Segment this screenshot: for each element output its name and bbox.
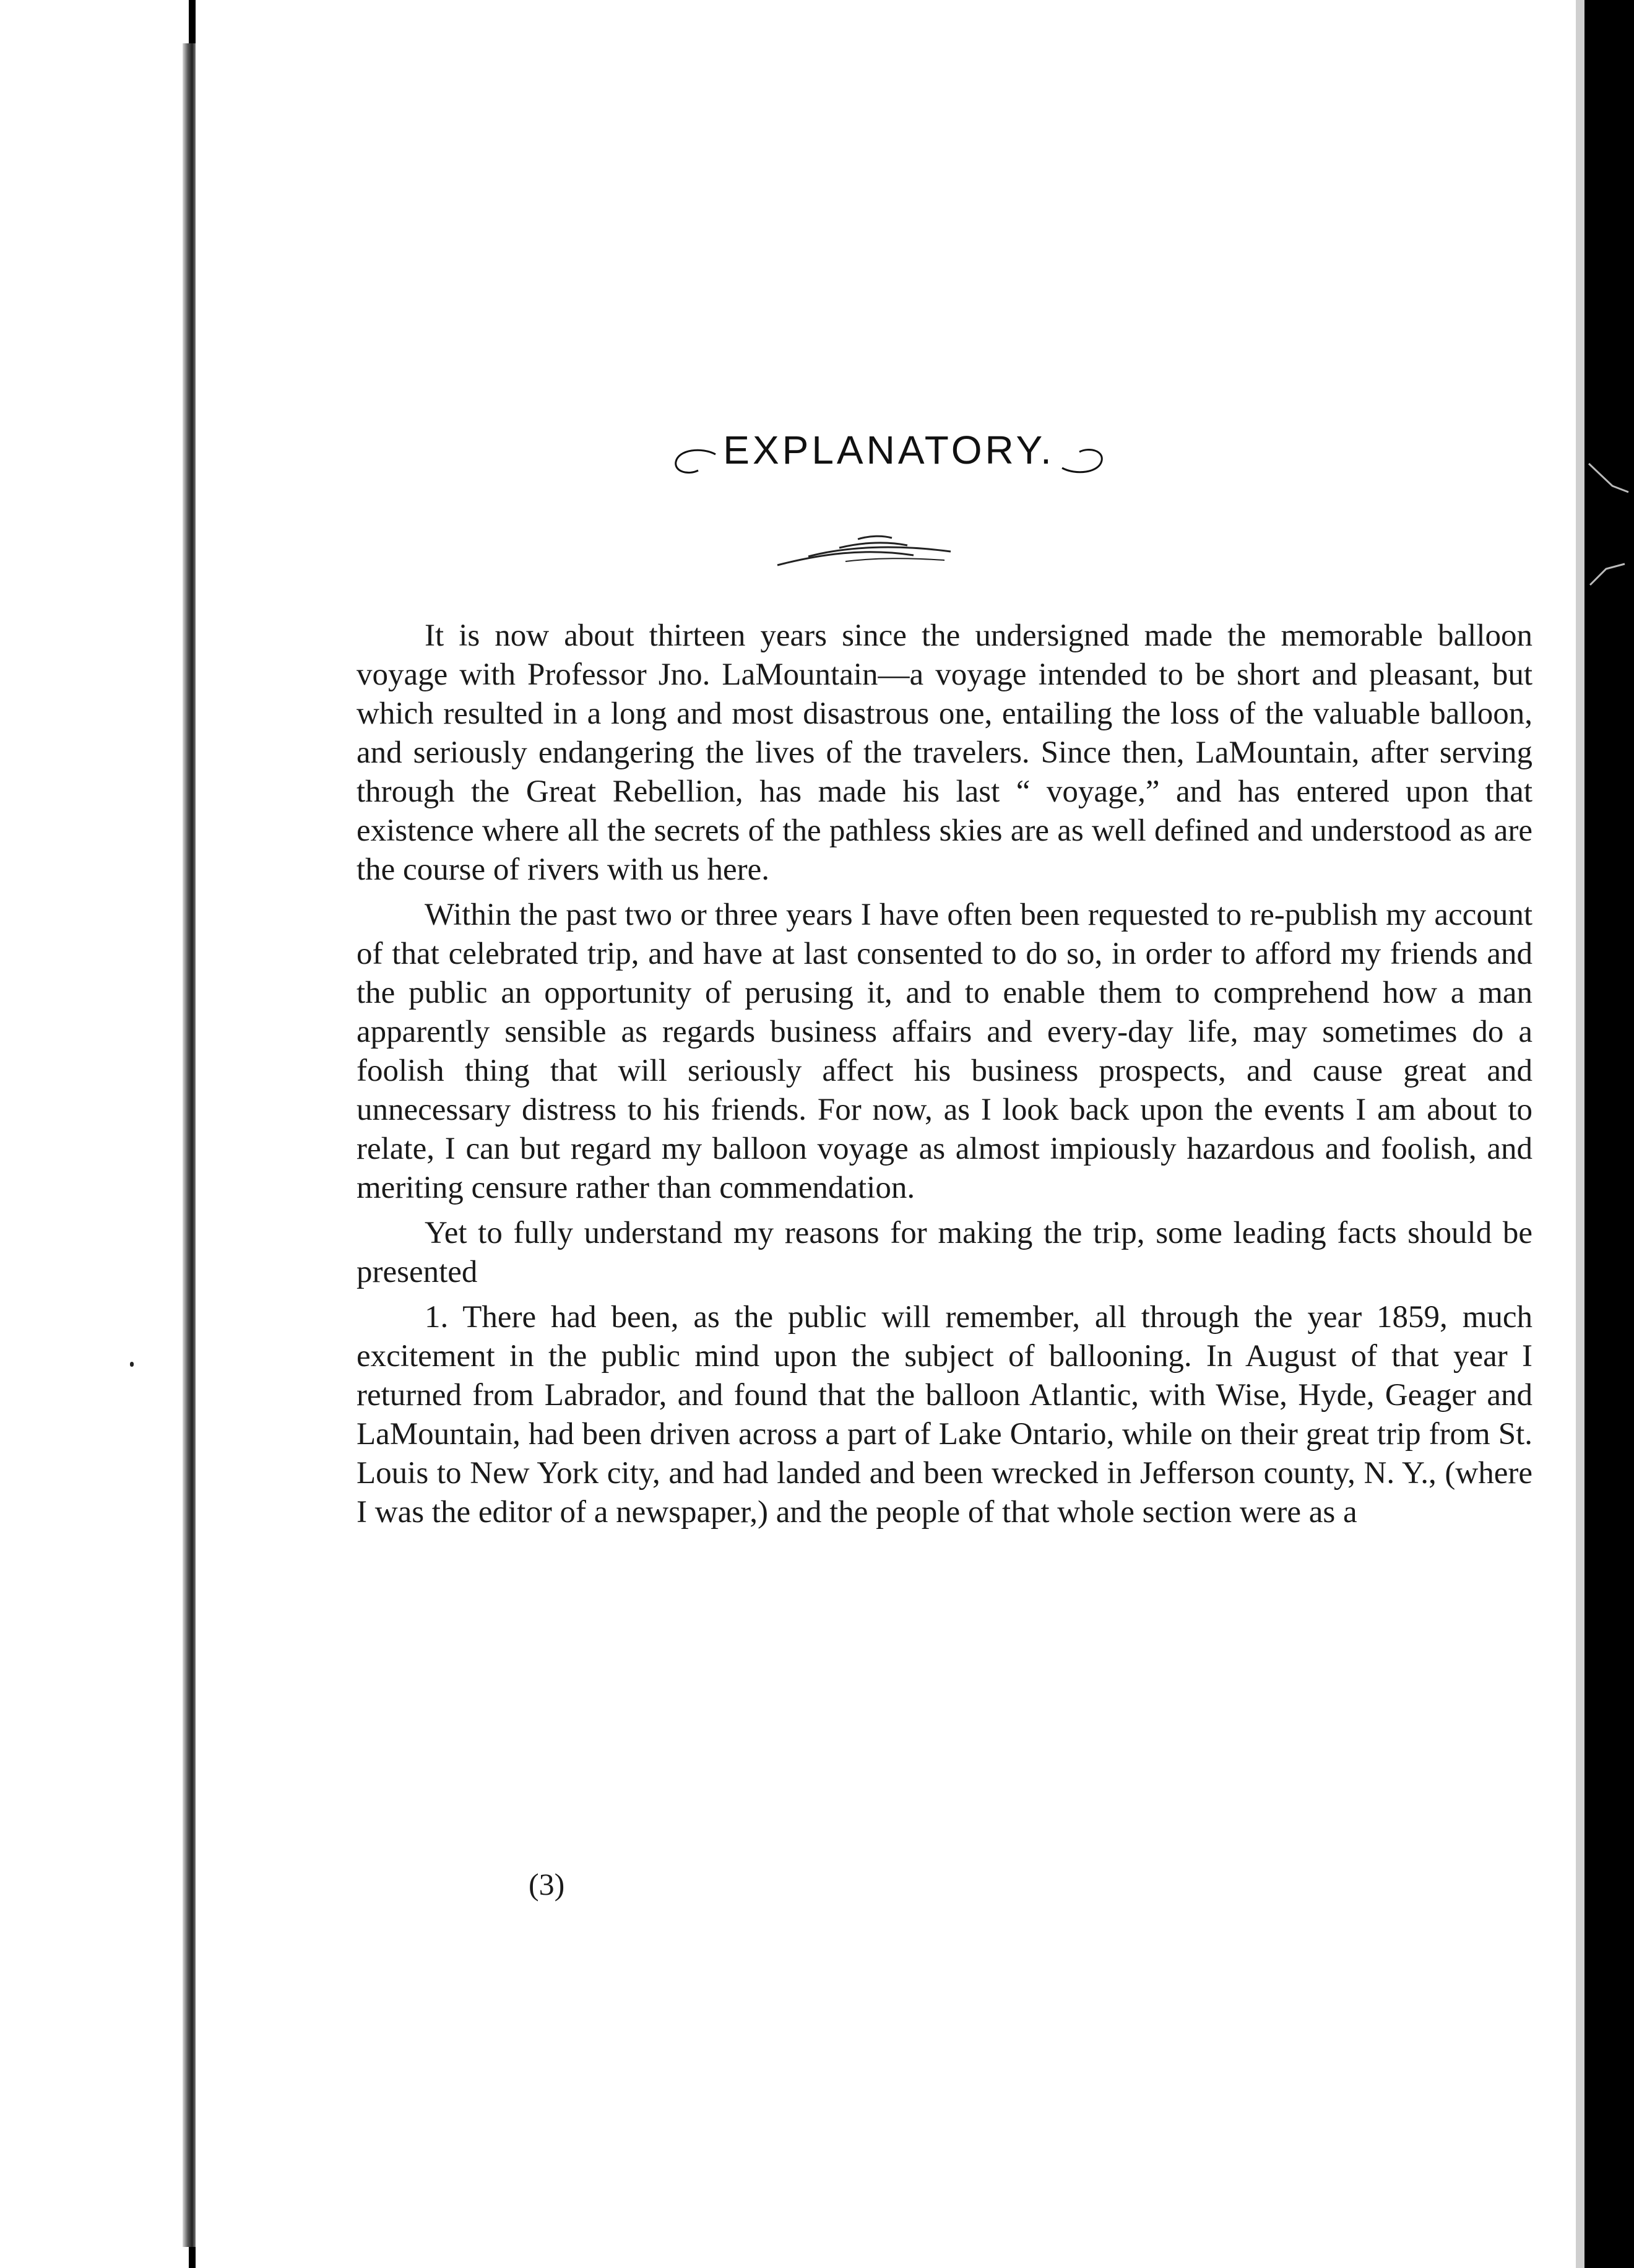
chapter-title: EXPLANATORY. bbox=[723, 428, 1055, 472]
body-text bbox=[357, 617, 1532, 1538]
paragraph-3: Yet to fully understand my reasons for making the trip, some leading facts should be presented bbox=[357, 1216, 1532, 1289]
paragraph-2: Within the past two or three years I have often been requested to re-publish my account of that celebrated trip, and have at last consented to do so, in order to afford my friends and the public an opportunity of perusing it, and to enable them to comprehend how a man apparently sensible as regards business affairs and every-day life, may sometimes do a foolish thing that will seriously affect his business prospects, and cause great and unnecessary distress to his friends. For now, as I look back upon the events I am about to relate, I can but regard my balloon voyage as almost impiously hazardous and foolish, and meriting censure rather than commendation. bbox=[357, 898, 1532, 1205]
left-curl-ornament bbox=[671, 446, 720, 477]
scan-speck bbox=[130, 1362, 134, 1367]
page-number: (3) bbox=[529, 1867, 565, 1902]
book-page bbox=[196, 0, 1582, 2268]
paragraph-4: 1. There had been, as the public will remember, all through the year 1859, much excitement in the public mind upon the subject of ballooning. In August of that year I returned from Labrador, and found that the balloon Atlantic, with Wise, Hyde, Geager and LaMountain, had been driven across a part of Lake Ontario, while on their great trip from St. Louis to New York city, and had landed and been wrecked in Jefferson county, N. Y., (where I was the editor of a newspaper,) and the people of that whole section were as a bbox=[357, 1300, 1532, 1530]
divider-ornament bbox=[771, 529, 963, 573]
left-page-edge bbox=[0, 0, 189, 2268]
chapter-heading bbox=[196, 427, 1582, 501]
edge-tick-mark bbox=[1588, 560, 1631, 597]
right-page-edge bbox=[1576, 0, 1584, 2268]
right-curl-ornament bbox=[1057, 446, 1107, 477]
book-gutter bbox=[183, 43, 196, 2247]
paragraph-1: It is now about thirteen years since the undersigned made the memorable balloon voyage with Professor Jno. LaMountain—a voyage intended to be short and pleasant, but which resulted in a long and most disastrous one, entailing the loss of the valuable balloon, and seriously endangering the lives of the travelers. Since then, LaMountain, after serving through the Great Rebellion, has made his last “ voyage,” and has entered upon that existence where all the secrets of the pathless skies are as well defined and understood as are the course of rivers with us here. bbox=[357, 618, 1532, 887]
edge-tick-mark bbox=[1588, 461, 1631, 498]
